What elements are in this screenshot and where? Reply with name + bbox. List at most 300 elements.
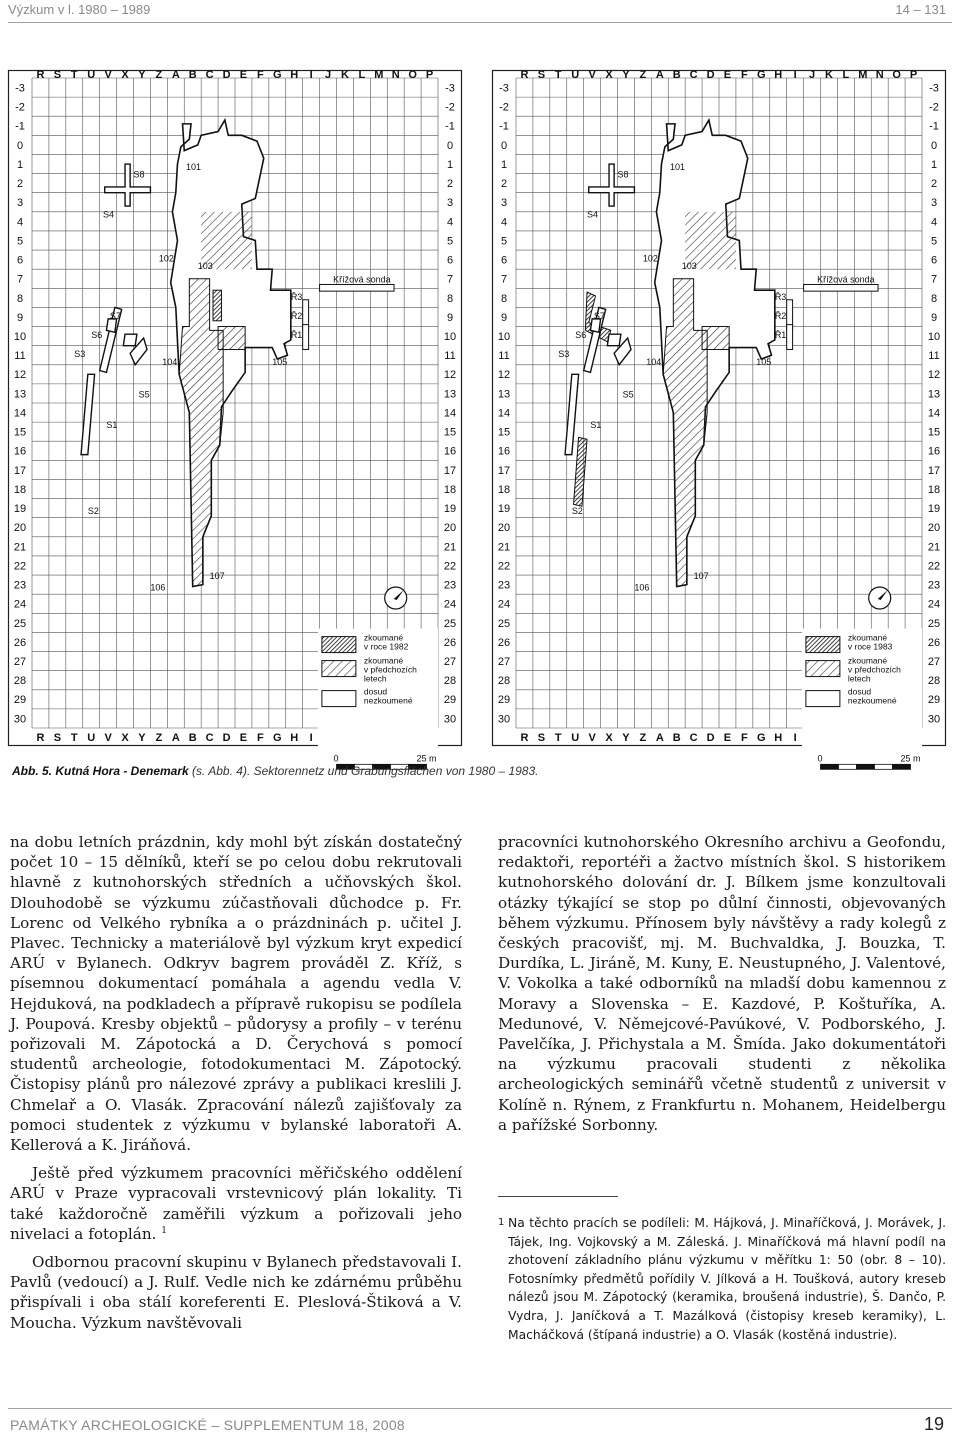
column-label-top: X: [121, 68, 129, 81]
scale-start: 0: [817, 753, 823, 764]
row-label-left: 8: [500, 292, 508, 305]
paragraph-text: Ještě před výzkumem pracovníci měřičského oddělení ARÚ v Praze vypracovali vrstevnicový plán lokality. Ti také každoročně zaměřili výzkum a pořizovali jeho nivelaci a fotoplán.: [10, 1164, 462, 1243]
row-label-right: 14: [927, 407, 941, 420]
legend-text: letech: [363, 673, 387, 684]
row-label-left: 27: [13, 655, 27, 668]
column-label-top: Z: [155, 68, 163, 81]
excavated-current-year: [213, 290, 221, 321]
row-label-right: 3: [930, 197, 938, 210]
plan-label-p106: 106: [634, 582, 650, 593]
footnote-number: 1: [498, 1217, 505, 1228]
plan-label-s7: S7: [109, 310, 121, 321]
page-number: 19: [923, 1414, 944, 1434]
column-label-top: T: [554, 68, 562, 81]
column-label-bottom: V: [588, 731, 596, 744]
row-label-right: 2: [446, 178, 454, 191]
row-label-right: 5: [930, 235, 938, 248]
row-label-left: 3: [16, 197, 24, 210]
column-label-top: E: [239, 68, 248, 81]
column-label-top: N: [391, 68, 400, 81]
row-label-left: -2: [499, 101, 509, 114]
column-label-top: R: [520, 68, 529, 81]
row-label-left: 11: [498, 350, 510, 363]
row-label-left: -1: [499, 120, 509, 133]
row-label-right: 18: [927, 483, 941, 496]
row-label-left: 4: [16, 216, 24, 229]
column-label-bottom: D: [706, 731, 715, 744]
column-label-bottom: T: [70, 731, 78, 744]
row-label-left: 14: [13, 407, 27, 420]
column-label-bottom: H: [290, 731, 299, 744]
row-label-left: 20: [13, 522, 27, 535]
trench: [607, 334, 621, 345]
row-label-right: 22: [927, 560, 941, 573]
column-label-top: U: [571, 68, 580, 81]
row-label-right: 29: [443, 694, 457, 707]
plan-label-s1: S1: [106, 419, 118, 430]
plan-label-s7: S7: [593, 310, 605, 321]
hatched-area: [702, 327, 729, 350]
row-label-left: 2: [500, 178, 508, 191]
row-label-right: 15: [927, 426, 941, 439]
column-label-bottom: B: [188, 731, 197, 744]
row-label-right: 7: [930, 273, 938, 286]
row-label-right: 20: [443, 522, 457, 535]
row-label-left: 23: [13, 579, 27, 592]
row-label-right: 15: [443, 426, 457, 439]
row-label-right: 30: [443, 713, 457, 726]
row-label-right: 12: [443, 369, 457, 382]
row-label-right: 20: [927, 522, 941, 535]
row-label-left: 29: [497, 694, 511, 707]
legend-text: zkoumané: [847, 655, 888, 666]
scale-end: 25 m: [416, 753, 437, 764]
column-label-top: U: [87, 68, 96, 81]
row-label-right: 0: [446, 139, 454, 152]
plan-label-s2: S2: [571, 505, 583, 516]
row-label-right: 10: [443, 330, 457, 343]
scale-end: 25 m: [900, 753, 921, 764]
row-label-left: 14: [497, 407, 511, 420]
running-header-right: 14 – 131: [895, 2, 946, 17]
plan-label-p107: 107: [209, 570, 225, 581]
row-label-left: 10: [497, 330, 511, 343]
row-label-left: 1: [500, 158, 508, 171]
row-label-right: 6: [446, 254, 454, 267]
column-label-top: A: [171, 68, 180, 81]
row-label-right: 21: [927, 541, 941, 554]
row-label-left: 7: [500, 273, 508, 286]
column-label-top: C: [689, 68, 698, 81]
row-label-left: 21: [497, 541, 511, 554]
row-label-right: 4: [930, 216, 938, 229]
map-legend: [802, 629, 922, 759]
column-label-top: G: [757, 68, 766, 81]
row-label-right: 12: [927, 369, 941, 382]
column-label-top: L: [358, 68, 366, 81]
row-label-left: -3: [15, 82, 25, 95]
row-label-left: 1: [16, 158, 24, 171]
row-label-right: 28: [443, 675, 457, 688]
column-label-top: L: [842, 68, 850, 81]
plan-label-p101: 101: [669, 161, 685, 172]
legend-text: v roce 1983: [847, 641, 893, 652]
column-label-top: H: [290, 68, 299, 81]
legend-swatch-unexplored: [322, 691, 356, 707]
row-label-left: 23: [497, 579, 511, 592]
legend-swatch-previous: [322, 661, 356, 677]
footnote-text: Na těchto pracích se podíleli: M. Hájková, J. Minaříčková, J. Morávek, J. Tájek, Ing. Vojkovský a M. Záleská. J. Minaříčková má hlavní podíl na zhotovení základního plánu výzkumu v měřítku 1: 50 (obr. 8 – 10). Fotosnímky předmětů pořídily V. Jílková a H. Toušková, autory kreseb nálezů jsou M. Zápotocký (keramika, broušená industrie), Š. Dančo, P. Vydra, J. Janíčková a T. Mazálková (čistopisy kreseb keramiky), L. Macháčková (štípaná industrie) a O. Vlasák (kostěná industrie).: [508, 1216, 946, 1342]
row-label-right: 16: [443, 445, 457, 458]
row-label-right: 24: [927, 598, 941, 611]
row-label-left: 22: [13, 560, 27, 573]
plan-label-s8: S8: [617, 169, 629, 180]
plan-label-s4: S4: [587, 209, 599, 220]
column-label-bottom: R: [520, 731, 529, 744]
column-label-top: F: [741, 68, 748, 81]
plan-label-s5: S5: [138, 389, 150, 400]
row-label-left: 26: [13, 636, 27, 649]
column-label-bottom: X: [605, 731, 613, 744]
row-label-left: 2: [16, 178, 24, 191]
row-label-left: 30: [497, 713, 511, 726]
caption-lead: Abb. 5. Kutná Hora - Denemark: [12, 764, 189, 778]
column-label-top: I: [793, 68, 797, 81]
row-label-left: 13: [497, 388, 511, 401]
column-label-top: J: [808, 68, 816, 81]
footer-divider: [8, 1408, 952, 1409]
column-label-bottom: Y: [622, 731, 630, 744]
row-label-right: 9: [930, 311, 938, 324]
plan-label-r2: Ř2: [290, 310, 303, 321]
column-label-top: Y: [138, 68, 146, 81]
row-label-left: 7: [16, 273, 24, 286]
row-label-right: 25: [443, 617, 457, 630]
row-label-right: 0: [930, 139, 938, 152]
site-plan-1983: [492, 68, 946, 764]
plan-label-r3: Ř3: [290, 291, 303, 302]
figure-caption: [12, 764, 539, 778]
plan-label-p106: 106: [150, 582, 166, 593]
column-label-top: D: [222, 68, 231, 81]
row-label-left: 22: [497, 560, 511, 573]
plan-label-sonda: Křížová sonda: [817, 274, 875, 285]
plan-label-r1: Ř1: [290, 330, 303, 340]
column-label-bottom: I: [309, 731, 313, 744]
row-label-left: 28: [497, 675, 511, 688]
column-label-bottom: X: [121, 731, 129, 744]
column-label-top: M: [858, 68, 868, 81]
row-label-right: 14: [443, 407, 457, 420]
row-label-right: 6: [930, 254, 938, 267]
row-label-right: 17: [927, 464, 941, 477]
plan-label-s2: S2: [87, 505, 99, 516]
column-label-top: P: [909, 68, 918, 81]
row-label-left: 6: [500, 254, 508, 267]
legend-text: letech: [847, 673, 871, 684]
row-label-left: 25: [13, 617, 27, 630]
column-label-top: S: [53, 68, 62, 81]
row-label-right: 29: [927, 694, 941, 707]
row-label-right: 7: [446, 273, 454, 286]
site-plan-svg: [492, 68, 946, 764]
row-label-left: 24: [497, 598, 511, 611]
column-label-bottom: D: [222, 731, 231, 744]
row-label-left: 30: [13, 713, 27, 726]
column-label-top: C: [205, 68, 214, 81]
column-label-top: K: [340, 68, 349, 81]
column-label-bottom: T: [554, 731, 562, 744]
column-label-top: M: [374, 68, 384, 81]
plan-label-p102: 102: [158, 253, 174, 264]
row-label-right: 27: [443, 655, 457, 668]
row-label-right: 22: [443, 560, 457, 573]
row-label-right: 2: [930, 178, 938, 191]
legend-text: dosud: [363, 686, 388, 697]
row-label-left: 15: [497, 426, 511, 439]
column-label-bottom: E: [239, 731, 248, 744]
trench: [787, 325, 793, 350]
row-label-right: 13: [443, 388, 457, 401]
column-label-top: N: [875, 68, 884, 81]
plan-label-s5: S5: [622, 389, 634, 400]
column-label-top: V: [104, 68, 112, 81]
legend-text: v předchozích: [847, 664, 901, 675]
row-label-right: 1: [930, 158, 938, 171]
row-label-left: 25: [497, 617, 511, 630]
column-label-top: D: [706, 68, 715, 81]
row-label-left: 19: [497, 503, 511, 516]
plan-label-s4: S4: [103, 209, 115, 220]
header-divider: [8, 22, 952, 23]
column-label-bottom: C: [205, 731, 214, 744]
row-label-left: 6: [16, 254, 24, 267]
column-label-bottom: S: [537, 731, 546, 744]
row-label-right: -3: [929, 82, 939, 95]
legend-text: zkoumané: [847, 632, 888, 643]
row-label-right: 11: [928, 350, 940, 363]
legend-text: v roce 1982: [363, 641, 409, 652]
footnote-divider: [498, 1196, 618, 1197]
column-label-bottom: G: [757, 731, 766, 744]
column-label-bottom: G: [273, 731, 282, 744]
row-label-right: 18: [443, 483, 457, 496]
column-label-bottom: U: [87, 731, 96, 744]
column-label-bottom: C: [689, 731, 698, 744]
row-label-right: 16: [927, 445, 941, 458]
plan-label-s6: S6: [91, 330, 103, 340]
running-header-left: Výzkum v l. 1980 – 1989: [8, 2, 151, 17]
column-label-top: G: [273, 68, 282, 81]
plan-label-p105: 105: [272, 356, 288, 367]
column-label-bottom: H: [774, 731, 783, 744]
column-label-bottom: Y: [138, 731, 146, 744]
column-label-top: P: [425, 68, 434, 81]
column-label-top: F: [257, 68, 264, 81]
column-label-bottom: F: [257, 731, 264, 744]
row-label-left: 16: [13, 445, 27, 458]
column-label-bottom: V: [104, 731, 112, 744]
plan-label-s8: S8: [133, 169, 145, 180]
row-label-left: 20: [497, 522, 511, 535]
column-label-bottom: S: [53, 731, 62, 744]
cross-trench: [320, 284, 394, 291]
row-label-left: 17: [13, 464, 27, 477]
column-label-top: R: [36, 68, 45, 81]
legend-text: v předchozích: [363, 664, 417, 675]
column-label-top: V: [588, 68, 596, 81]
row-label-right: 8: [446, 292, 454, 305]
site-plan-1982: [8, 68, 462, 764]
row-label-left: -1: [15, 120, 25, 133]
text-column-right: [498, 832, 946, 1143]
column-label-bottom: R: [36, 731, 45, 744]
hatched-area: [218, 327, 245, 350]
column-label-bottom: Z: [639, 731, 647, 744]
row-label-left: -2: [15, 101, 25, 114]
row-label-left: 8: [16, 292, 24, 305]
north-arrow-icon: [385, 587, 407, 609]
column-label-top: T: [70, 68, 78, 81]
site-plan-svg: [8, 68, 462, 764]
column-label-top: K: [824, 68, 833, 81]
row-label-left: 5: [16, 235, 24, 248]
column-label-bottom: A: [171, 731, 180, 744]
row-label-right: 5: [446, 235, 454, 248]
plan-label-r1: Ř1: [774, 330, 787, 340]
paragraph: Odbornou pracovní skupinu v Bylanech představovali I. Pavlů (vedoucí) a J. Rulf. Vedle nich ke zdárnému průběhu přispívali i oba stálí koreferenti E. Pleslová-Štiková a V. Moucha. Výzkum navštěvovali: [10, 1253, 462, 1332]
north-arrow-icon: [869, 587, 891, 609]
row-label-right: 23: [927, 579, 941, 592]
row-label-left: 19: [13, 503, 27, 516]
row-label-left: 16: [497, 445, 511, 458]
plan-label-s3: S3: [74, 349, 86, 360]
row-label-right: -1: [445, 120, 455, 133]
row-label-left: 0: [500, 139, 508, 152]
plan-label-s3: S3: [558, 349, 570, 360]
row-label-left: 9: [500, 311, 508, 324]
row-label-right: -3: [445, 82, 455, 95]
text-column-left: [10, 832, 462, 1341]
plan-label-p107: 107: [693, 570, 709, 581]
row-label-left: 10: [13, 330, 27, 343]
row-label-left: 5: [500, 235, 508, 248]
plan-label-r2: Ř2: [774, 310, 787, 321]
journal-title: PAMÁTKY ARCHEOLOGICKÉ – SUPPLEMENTUM 18, 2008: [10, 1417, 405, 1433]
row-label-left: 18: [13, 483, 27, 496]
row-label-left: 11: [14, 350, 26, 363]
row-label-right: 25: [927, 617, 941, 630]
row-label-right: -2: [445, 101, 455, 114]
row-label-left: 13: [13, 388, 27, 401]
row-label-left: 28: [13, 675, 27, 688]
plan-label-p103: 103: [681, 261, 697, 272]
legend-text: nezkoumené: [847, 695, 897, 706]
row-label-right: -2: [929, 101, 939, 114]
column-label-bottom: F: [741, 731, 748, 744]
row-label-left: 21: [13, 541, 27, 554]
row-label-left: 15: [13, 426, 27, 439]
legend-text: dosud: [847, 686, 872, 697]
column-label-top: S: [537, 68, 546, 81]
column-label-bottom: E: [723, 731, 732, 744]
map-legend: [318, 629, 438, 759]
row-label-right: 26: [443, 636, 457, 649]
row-label-right: 1: [446, 158, 454, 171]
plan-label-p101: 101: [185, 161, 201, 172]
row-label-right: 30: [927, 713, 941, 726]
row-label-right: 13: [927, 388, 941, 401]
row-label-right: 4: [446, 216, 454, 229]
legend-text: zkoumané: [363, 632, 404, 643]
plan-label-sonda: Křížová sonda: [333, 274, 391, 285]
column-label-top: J: [324, 68, 332, 81]
column-label-top: A: [655, 68, 664, 81]
paragraph: pracovníci kutnohorského Okresního archivu a Geofondu, redaktoři, reportéři a žactvo místních škol. S historikem kutnohorského dolování dr. J. Bílkem jsme konzultovali otázky týkající se stop po důlní činnosti, objevovaných během výzkumu. Přínosem byly návštěvy a rady kolegů z českých pracovišť, mj. M. Buchvaldka, J. Bouzka, T. Durdíka, L. Jiráně, M. Kuny, E. Neustupného, J. Valentové, V. Vokolka a také odborníků na mladší dobu kamennou z Moravy a Slovenska – E. Kazdové, P. Koštuříka, A. Medunové, V. Němejcové-Pavúkové, V. Podborského, J. Pavelčíka, J. Přichystala a M. Šmída. Jako dokumentátoři na výzkumu pracovali studenti z několika archeologických seminářů včetně studentů z universit v Kolíně n. Rýnem, z Frankfurtu n. Mohanem, Heidelbergu a pařížské Sorbonny.: [498, 833, 946, 1134]
row-label-right: -1: [929, 120, 939, 133]
row-label-right: 23: [443, 579, 457, 592]
row-label-left: 24: [13, 598, 27, 611]
row-label-left: 18: [497, 483, 511, 496]
column-label-top: E: [723, 68, 732, 81]
column-label-top: I: [309, 68, 313, 81]
footnote-ref[interactable]: 1: [161, 1225, 168, 1236]
footnote: [498, 1214, 946, 1344]
legend-swatch-unexplored: [806, 691, 840, 707]
trench: [303, 325, 309, 350]
legend-swatch-current: [322, 637, 356, 653]
row-label-right: 27: [927, 655, 941, 668]
row-label-right: 9: [446, 311, 454, 324]
legend-swatch-current: [806, 637, 840, 653]
row-label-right: 10: [927, 330, 941, 343]
paragraph: [10, 1163, 462, 1244]
plan-label-p104: 104: [646, 356, 662, 367]
column-label-bottom: Z: [155, 731, 163, 744]
column-label-bottom: A: [655, 731, 664, 744]
legend-text: nezkoumené: [363, 695, 413, 706]
row-label-right: 19: [443, 503, 457, 516]
row-label-right: 3: [446, 197, 454, 210]
row-label-left: 4: [500, 216, 508, 229]
row-label-left: 26: [497, 636, 511, 649]
row-label-left: 12: [13, 369, 27, 382]
row-label-left: 9: [16, 311, 24, 324]
column-label-top: B: [672, 68, 681, 81]
row-label-left: 12: [497, 369, 511, 382]
row-label-right: 26: [927, 636, 941, 649]
legend-text: zkoumané: [363, 655, 404, 666]
caption-rest: (s. Abb. 4). Sektorennetz und Grabungsflächen von 1980 – 1983.: [188, 764, 539, 778]
row-label-left: 27: [497, 655, 511, 668]
plan-label-r3: Ř3: [774, 291, 787, 302]
paragraph: na dobu letních prázdnin, kdy mohl být získán dostatečný počet 10 – 15 dělníků, kteří se po celou dobu rekrutovali hlavně z kutnohorských středních a učňovských škol. Dlouhodobě se výzkumu zúčastňovali důchodce p. Fr. Lorenc od Velkého rybníka a o prázdninách p. učitel J. Plavec. Technicky a materiálově byl výzkum kryt expedicí ARÚ v Bylanech. Odkryv bagrem prováděl Z. Kříž, s písemnou dokumentací pomáhala a agendu vedla V. Hejduková, na podkladech a přípravě rukopisu se podílela J. Poupová. Kresby objektů – půdorysy a profily – v terénu pořizovali M. Zápotocká a D. Čerychová s pomocí studentů archeologie, fotodokumentaci M. Zápotocký. Čistopisy plánů pro nálezové zprávy a publikaci kreslili J. Chmelař a O. Vlasák. Zpracování nálezů zajišťovaly za pomoci studentek z výzkumu v bylanské laboratoři A. Kellerová a K. Jiráňová.: [10, 833, 462, 1155]
row-label-right: 19: [927, 503, 941, 516]
row-label-right: 28: [927, 675, 941, 688]
legend-swatch-previous: [806, 661, 840, 677]
column-label-top: H: [774, 68, 783, 81]
column-label-top: O: [408, 68, 417, 81]
scale-start: 0: [333, 753, 339, 764]
row-label-left: -3: [499, 82, 509, 95]
trench: [123, 334, 137, 345]
row-label-right: 17: [443, 464, 457, 477]
column-label-top: O: [892, 68, 901, 81]
plan-label-p103: 103: [197, 261, 213, 272]
plan-label-p104: 104: [162, 356, 178, 367]
row-label-left: 29: [13, 694, 27, 707]
row-label-left: 17: [497, 464, 511, 477]
